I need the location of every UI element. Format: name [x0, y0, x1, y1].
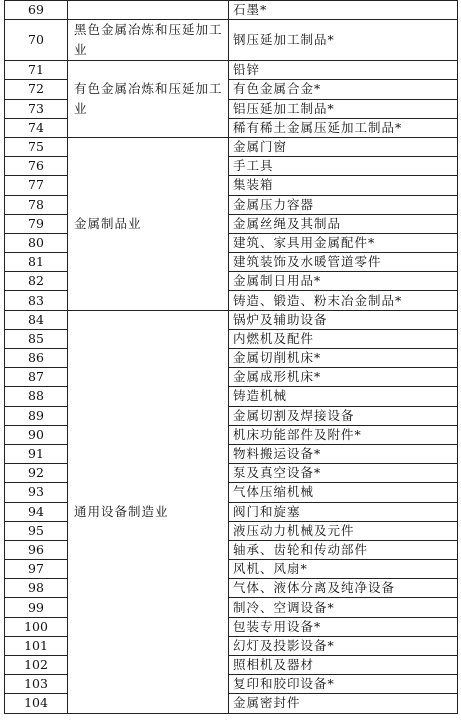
product-cell: 内燃机及配件 — [229, 329, 458, 348]
row-number: 81 — [5, 253, 68, 272]
row-number: 103 — [5, 675, 68, 694]
row-number: 72 — [5, 80, 68, 99]
row-number: 78 — [5, 195, 68, 214]
table-row — [5, 20, 458, 61]
row-number: 94 — [5, 502, 68, 521]
product-cell: 建筑、家具用金属配件* — [229, 233, 458, 252]
table-row — [5, 137, 458, 156]
table-row — [5, 310, 458, 329]
product-cell: 金属成形机床* — [229, 368, 458, 387]
table-row — [5, 61, 458, 80]
product-cell: 气体压缩机械 — [229, 483, 458, 502]
product-cell: 金属丝绳及其制品 — [229, 214, 458, 233]
product-cell: 制冷、空调设备* — [229, 598, 458, 617]
product-cell: 幻灯及投影设备* — [229, 636, 458, 655]
product-cell: 钢压延加工制品* — [229, 20, 458, 61]
row-number: 85 — [5, 329, 68, 348]
row-number: 77 — [5, 176, 68, 195]
row-number: 91 — [5, 444, 68, 463]
row-number: 80 — [5, 233, 68, 252]
product-catalog-table — [4, 0, 458, 714]
product-cell: 铸造、锻造、粉末冶金制品* — [229, 291, 458, 310]
row-number: 90 — [5, 425, 68, 444]
row-number: 100 — [5, 617, 68, 636]
row-number: 74 — [5, 118, 68, 137]
industry-cell: 金属制品业 — [68, 137, 229, 310]
industry-cell: 通用设备制造业 — [68, 310, 229, 713]
row-number: 99 — [5, 598, 68, 617]
product-cell: 有色金属合金* — [229, 80, 458, 99]
product-cell: 阀门和旋塞 — [229, 502, 458, 521]
product-cell: 金属密封件 — [229, 694, 458, 713]
product-cell: 气体、液体分离及纯净设备 — [229, 579, 458, 598]
row-number: 79 — [5, 214, 68, 233]
product-cell: 建筑装饰及水暖管道零件 — [229, 253, 458, 272]
product-cell: 金属切割及焊接设备 — [229, 406, 458, 425]
row-number: 87 — [5, 368, 68, 387]
industry-cell — [68, 1, 229, 20]
product-cell: 轴承、齿轮和传动部件 — [229, 540, 458, 559]
product-cell: 物料搬运设备* — [229, 444, 458, 463]
row-number: 96 — [5, 540, 68, 559]
product-cell: 锅炉及辅助设备 — [229, 310, 458, 329]
row-number: 73 — [5, 99, 68, 118]
product-cell: 金属切削机床* — [229, 349, 458, 368]
product-cell: 铝压延加工制品* — [229, 99, 458, 118]
product-cell: 泵及真空设备* — [229, 464, 458, 483]
row-number: 69 — [5, 1, 68, 20]
product-cell: 机床功能部件及附件* — [229, 425, 458, 444]
row-number: 101 — [5, 636, 68, 655]
row-number: 82 — [5, 272, 68, 291]
product-cell: 风机、风扇* — [229, 560, 458, 579]
row-number: 104 — [5, 694, 68, 713]
product-cell: 包装专用设备* — [229, 617, 458, 636]
product-cell: 金属门窗 — [229, 137, 458, 156]
row-number: 86 — [5, 349, 68, 368]
product-cell: 复印和胶印设备* — [229, 675, 458, 694]
row-number: 89 — [5, 406, 68, 425]
product-cell: 铅锌 — [229, 61, 458, 80]
row-number: 102 — [5, 656, 68, 675]
product-cell: 金属压力容器 — [229, 195, 458, 214]
industry-cell: 有色金属冶炼和压延加工业 — [68, 61, 229, 138]
row-number: 71 — [5, 61, 68, 80]
product-cell: 金属制日用品* — [229, 272, 458, 291]
row-number: 84 — [5, 310, 68, 329]
row-number: 70 — [5, 20, 68, 61]
row-number: 93 — [5, 483, 68, 502]
industry-cell: 黑色金属冶炼和压延加工业 — [68, 20, 229, 61]
product-cell: 稀有稀土金属压延加工制品* — [229, 118, 458, 137]
row-number: 92 — [5, 464, 68, 483]
row-number: 97 — [5, 560, 68, 579]
product-cell: 石墨* — [229, 1, 458, 20]
row-number: 75 — [5, 137, 68, 156]
product-cell: 液压动力机械及元件 — [229, 521, 458, 540]
product-cell: 铸造机械 — [229, 387, 458, 406]
product-cell: 手工具 — [229, 157, 458, 176]
table-row — [5, 1, 458, 20]
row-number: 83 — [5, 291, 68, 310]
row-number: 88 — [5, 387, 68, 406]
product-cell: 集装箱 — [229, 176, 458, 195]
product-cell: 照相机及器材 — [229, 656, 458, 675]
row-number: 98 — [5, 579, 68, 598]
row-number: 95 — [5, 521, 68, 540]
row-number: 76 — [5, 157, 68, 176]
